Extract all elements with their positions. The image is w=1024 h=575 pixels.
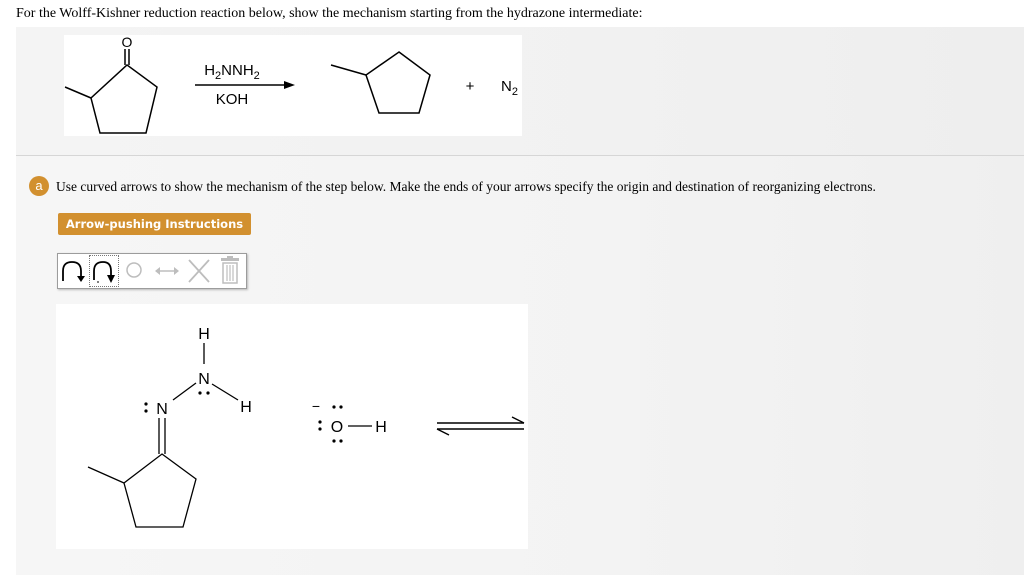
atom-n-amine[interactable]: N bbox=[198, 371, 210, 388]
atom-h-right[interactable]: H bbox=[240, 399, 252, 416]
cyclopentane-ring bbox=[88, 454, 196, 527]
charge-minus: − bbox=[311, 398, 321, 414]
x-icon bbox=[184, 255, 214, 287]
nitrogen-gas: $N_2$ bbox=[501, 78, 518, 98]
arrow-toolbar bbox=[57, 253, 247, 289]
resonance-arrow-tool[interactable] bbox=[151, 255, 183, 287]
double-headed-arrow-icon bbox=[151, 255, 183, 287]
reaction-arrow bbox=[195, 81, 295, 89]
atom-n-imine[interactable]: N bbox=[156, 401, 168, 418]
mechanism-canvas[interactable] bbox=[56, 304, 528, 549]
trash-icon bbox=[215, 255, 245, 287]
cyclopentanone-structure bbox=[65, 49, 157, 133]
atom-o-hydroxide[interactable]: O bbox=[330, 419, 344, 436]
question-text: For the Wolff-Kishner reduction reaction below, show the mechanism starting from the hydrazone intermediate: bbox=[16, 6, 643, 21]
plus-sign: + bbox=[465, 78, 475, 95]
methylcyclopentane-structure bbox=[331, 52, 430, 113]
part-badge: a bbox=[29, 176, 49, 196]
reagent-hydrazine: $H_2NNH_2$ bbox=[204, 62, 260, 82]
atom-h-hydroxide[interactable]: H bbox=[375, 419, 387, 436]
arrow-pushing-instructions-button[interactable]: Arrow-pushing Instructions bbox=[58, 213, 251, 235]
single-curved-arrow-icon bbox=[59, 255, 87, 287]
double-curved-arrow-icon bbox=[90, 256, 118, 286]
ellipse-tool[interactable] bbox=[121, 255, 151, 287]
double-curved-arrow-tool[interactable] bbox=[89, 255, 119, 287]
trash-tool[interactable] bbox=[215, 255, 245, 287]
single-curved-arrow-tool[interactable] bbox=[59, 255, 87, 287]
part-instruction: Use curved arrows to show the mechanism of the step below. Make the ends of your arrows specify the origin and destination of reorganizing electrons. bbox=[56, 179, 876, 194]
reagent-koh: KOH bbox=[215, 91, 249, 108]
dashed-circle-icon bbox=[121, 255, 151, 287]
atom-h-top[interactable]: H bbox=[198, 326, 210, 343]
carbonyl-oxygen-label: O bbox=[121, 35, 133, 50]
equilibrium-arrow bbox=[437, 417, 524, 435]
reaction-scheme bbox=[64, 35, 522, 136]
delete-tool[interactable] bbox=[184, 255, 214, 287]
